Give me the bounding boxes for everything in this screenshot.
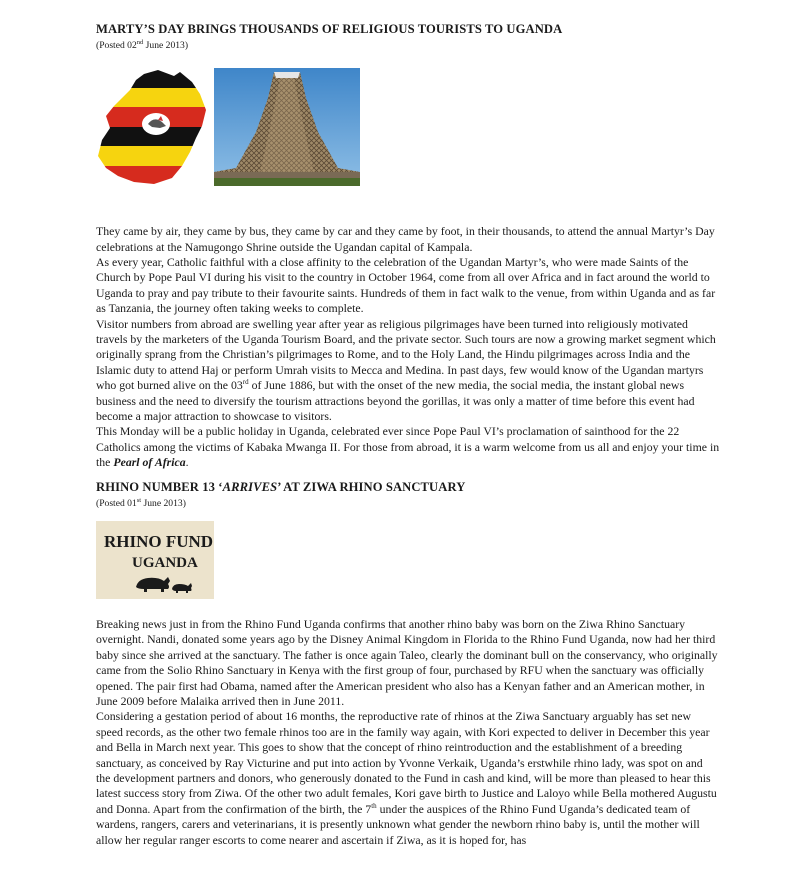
paragraph: Visitor numbers from abroad are swelling year after year as religious pilgrimages have been turned into religiously motivated travels by the marketers of the Uganda Tourism Board, and the private sector. Such tours are now a growing market segment which originally sprang from the Christian’s pilgrimages to Rome, and to the Holy Land, the Hindu pilgrimages across India and the Islamic duty to attend Haj or perform Umrah visits to Mecca and Medina. In past days, few would know of the Ugandan martyrs who got burned alive on the 03rd of June 1886, but with the onset of the new media, the social media, the instant global news business and the need to diversify the tourism attractions beyond the gorillas, it was only a matter of time before this event had become a major attraction to showcase to visitors. [96,316,716,424]
article-title: MARTY’S DAY BRINGS THOUSANDS OF RELIGIOUS TOURISTS TO UGANDA [96,22,563,36]
article-body [96,224,720,471]
article-rhino-13 [96,480,720,848]
uganda-flag-map-image [96,68,208,186]
paragraph: Breaking news just in from the Rhino Fund Uganda confirms that another rhino baby was born on the Ziwa Rhino Sanctuary overnight. Nandi, donated some years ago by the Disney Animal Kingdom in Florida to the Rhino Fund Uganda, now had her third baby since she arrived at the sanctuary. The father is once again Taleo, clearly the dominant bull on the conservancy, who originally came from the Solio Rhino Sanctuary in Kenya with the first group of four, purchased by RFU when the sanctuary was officially opened. The pair first had Obama, named after the American president who also has a Kenyan father and an American mother, in June 2009 before Malaika arrived then in June 2011. [96,616,718,708]
document-page [96,22,720,848]
logo-line-2: UGANDA [132,554,198,571]
paragraph: This Monday will be a public holiday in Uganda, celebrated ever since Pope Paul VI’s proclamation of sainthood for the 22 Catholics among the victims of Kabaka Mwanga II. For those from abroad, it is a warm welcome from us all and enjoy your time in the Pearl of Africa. [96,424,720,470]
logo-line-1: RHINO FUND [104,531,214,551]
namugongo-shrine-photo [214,68,360,186]
posted-date: (Posted 01st June 2013) [96,496,186,509]
emphasis-text: Pearl of Africa [113,455,186,470]
article-body [96,617,720,848]
rhino-icon [136,577,170,592]
article-title: RHINO NUMBER 13 ‘ARRIVES’ AT ZIWA RHINO SANCTUARY [96,479,466,494]
rhino-calf-icon [172,583,192,593]
paragraph: They came by air, they came by bus, they came by car and they came by foot, in their thousands, to attend the annual Martyr’s Day celebrations at the Namugongo Shrine outside the Ugandan capital of Kampala. [96,224,715,254]
paragraph: Considering a gestation period of about 16 months, the reproductive rate of rhinos at the Ziwa Sanctuary arguably has set new speed records, as the other two female rhinos too are in the family way again, with Kori expected to deliver in December this year and Bella in March next year. This goes to show that the concept of rhino reintroduction and the establishment of a breeding sanctuary, as conceived by Ray Victurine and put into action by Yvonne Verkaik, Uganda’s erstwhile rhino lady, was spot on and the development partners and donors, who generously donated to the Fund in cash and kind, will be more than pleased to hear this latest success story from Ziwa. Of the other two adult females, Kori gave birth to Justice and Laloyo while Bella mothered Augustu and Donna. Apart from the confirmation of the birth, the 7th under the auspices of the Rhino Fund Uganda’s dedicated team of wardens, rangers, carers and veterinarians, it is presently unknown what gender the newborn rhino baby is, until the mother will allow her regular ranger escorts to come nearer and ascertain if Ziwa, as it is hoped for, has [96,709,717,847]
paragraph: As every year, Catholic faithful with a close affinity to the celebration of the Ugandan Martyr’s, who were made Saints of the Church by Pope Paul VI during his visit to the country in October 1964, come from all over Africa and in fact around the world to Uganda to pray and pay tribute to their favourite saints. Hundreds of them in fact walk to the venue, from within Uganda and as far as Tanzania, the journey often taking weeks to complete. [96,255,716,316]
article-martyrs-day [96,22,720,471]
posted-date: (Posted 02nd June 2013) [96,39,189,52]
article-images [96,68,720,186]
rhino-fund-uganda-logo [96,521,214,599]
